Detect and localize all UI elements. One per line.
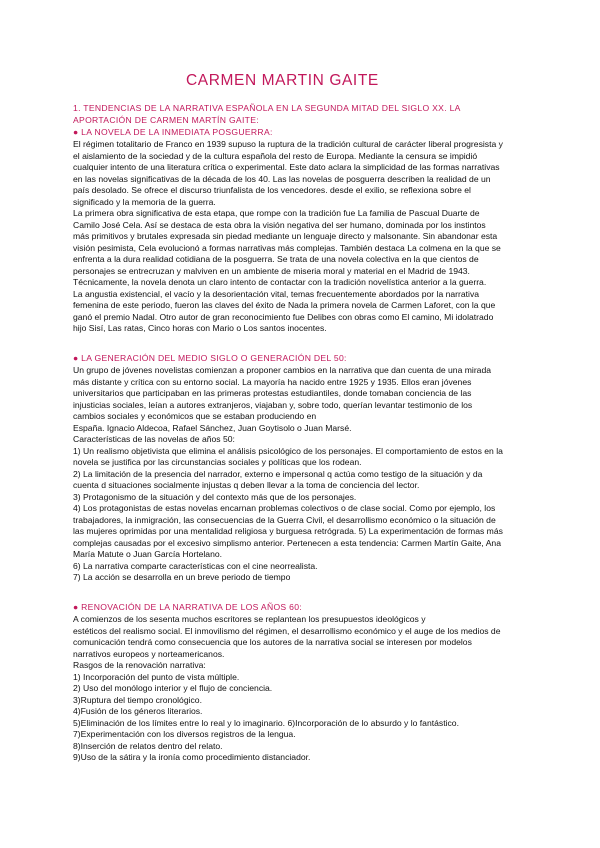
paragraph-line: 2) La limitación de la presencia del narrador, externo e impersonal q actúa como testigo de la situación y da (73, 468, 483, 479)
paragraph-line: más distante y crítica con su entorno social. La mayoría ha nacido entre 1925 y 1935. Ellos eran jóvenes (73, 376, 472, 387)
section-heading-line: APORTACIÓN DE CARMEN MARTÍN GAITE: (73, 114, 259, 125)
paragraph-line: La primera obra significativa de esta etapa, que rompe con la tradición fue La familia de Pascual Duarte de (73, 208, 480, 218)
paragraph-line: 4) Los protagonistas de estas novelas encarnan problemas colectivos o de clase social. Como por ejemplo, los (73, 503, 496, 513)
paragraph-line: 8)Inserción de relatos dentro del relato. (73, 740, 223, 751)
paragraph-line: enfrenta a la dura realidad cotidiana de la posguerra. Se trata de una novela colectiva en la que cientos de (73, 254, 479, 264)
paragraph-line: narrativos europeos y norteamericanos. (73, 648, 225, 659)
paragraph-line: Características de las novelas de años 50: (73, 434, 235, 444)
subsection-body-renovacion (73, 614, 533, 764)
paragraph-line: La angustia existencial, el vacío y la desorientación vital, temas frecuentemente abordados por la narrativa (73, 288, 480, 299)
subsection-heading-renovacion: ● RENOVACIÓN DE LA NARRATIVA DE LOS AÑOS 60: (73, 602, 302, 612)
paragraph-line: novela se justifica por las circunstancias sociales y políticas que los rodean. (73, 457, 362, 467)
paragraph-line: Camilo José Cela. Así se destaca de esta obra la visión negativa del ser humano, dominada por los instintos (73, 219, 486, 230)
subsection-body-posguerra (73, 139, 533, 335)
subsection-heading-medio-siglo: ● LA GENERACIÓN DEL MEDIO SIGLO O GENERACIÓN DEL 50: (73, 353, 347, 363)
paragraph-line: 5)Eliminación de los límites entre lo real y lo imaginario. 6)Incorporación de lo absurdo y lo fantástico. (73, 717, 459, 728)
paragraph-line: España. Ignacio Aldecoa, Rafael Sánchez, Juan Goytisolo o Juan Marsé. (73, 422, 352, 433)
paragraph-line: universitarios que participaban en las primeras protestas estudiantiles, donde tomaban conciencia de las (73, 388, 472, 398)
paragraph-line: hijo Sisí, Las ratas, Cinco horas con Mario o Los santos inocentes. (73, 323, 327, 333)
paragraph-line: ganó el premio Nadal. Otro autor de gran reconocimiento fue Delibes con obras como El camino, Mi idolatrado (73, 311, 494, 322)
paragraph-line: visión pesimista, Cela evolucionó a formas narrativas más complejas. También destaca La colmena en la que se (73, 242, 501, 253)
paragraph-line: complejas causadas por el excesivo simplismo anterior. Pertenecen a esta tendencia: Carmen Martín Gaite, Ana (73, 537, 501, 548)
paragraph-line: 9)Uso de la sátira y la ironía como procedimiento distanciador. (73, 752, 311, 762)
paragraph-line: el aislamiento de la sociedad y de la cultura española del resto de Europa. Mediante la censura se impidió (73, 150, 478, 161)
paragraph-line: trabajadores, la inmigración, las consecuencias de la Guerra Civil, el desarrollismo económico o la situación de (73, 514, 496, 525)
subsection-heading-posguerra: ● LA NOVELA DE LA INMEDIATA POSGUERRA: (73, 127, 273, 137)
paragraph-line: Rasgos de la renovación narrativa: (73, 660, 206, 670)
paragraph-line: 4)Fusión de los géneros literarios. (73, 706, 203, 716)
paragraph-line: en las novelas significativas de la década de los 40. Las las novelas de posguerra describen la realidad de un (73, 173, 491, 184)
paragraph-line: 2) Uso del monólogo interior y el flujo de conciencia. (73, 683, 273, 693)
paragraph-line: A comienzos de los sesenta muchos escritores se replantean los presupuestos ideológicos y (73, 614, 426, 624)
paragraph-line: Técnicamente, la novela denota un claro intento de contactar con la tradición novelística anterior a la guerra. (73, 277, 487, 287)
paragraph-line: 1) Incorporación del punto de vista múltiple. (73, 671, 240, 682)
paragraph-line: injusticias sociales, leían a autores extranjeros, viajaban y, sobre todo, querían levantar testimonio de los (73, 399, 473, 410)
paragraph-line: 3)Ruptura del tiempo cronológico. (73, 694, 202, 705)
paragraph-line: 3) Protagonismo de la situación y del contexto más que de los personajes. (73, 491, 357, 502)
paragraph-line: estéticos del realismo social. El inmovilismo del régimen, el desarrollismo económico y el auge de los medios de (73, 625, 501, 636)
section-heading (73, 103, 533, 126)
paragraph-line: personajes se entrecruzan y malviven en un ambiente de miseria moral y material en el Madrid de 1943. (73, 265, 470, 276)
document-title: CARMEN MARTIN GAITE (186, 72, 379, 89)
paragraph-line: 6) La narrativa comparte características con el cine neorrealista. (73, 560, 318, 571)
paragraph-line: 1) Un realismo objetivista que elimina el análisis psicológico de los personajes. El comportamiento de estos en la (73, 445, 503, 456)
paragraph-line: El régimen totalitario de Franco en 1939 supuso la ruptura de la tradición cultural de carácter liberal progresista y (73, 139, 503, 149)
paragraph-line: cambios sociales y económicos que se estaban produciendo en (73, 411, 317, 421)
paragraph-line: María Matute o Juan García Hortelano. (73, 549, 223, 559)
paragraph-line: Un grupo de jóvenes novelistas comienzan a proponer cambios en la narrativa que dan cuenta de una mirada (73, 365, 492, 375)
section-heading-line: 1. TENDENCIAS DE LA NARRATIVA ESPAÑOLA EN LA SEGUNDA MITAD DEL SIGLO XX. LA (73, 103, 461, 113)
paragraph-line: país desolado. Se ofrece el discurso triunfalista de los vencedores. desde el exilio, se reflexiona sobre el (73, 185, 471, 195)
paragraph-line: las mujeres oprimidas por una mentalidad religiosa y burguesa retrógrada. 5) La experimentación de formas más (73, 526, 503, 536)
paragraph-line: significado y la memoria de la guerra. (73, 196, 216, 207)
paragraph-line: cualquier intento de una literatura crítica o experimental. Este dato aclara la simplicidad de las formas narrativas (73, 162, 500, 172)
paragraph-line: cuenta d situaciones socialmente injustas q deben llevar a la toma de conciencia del lector. (73, 480, 420, 490)
subsection-body-medio-siglo (73, 365, 533, 584)
paragraph-line: comunicación tendrá como consecuencia que los autores de la narrativa social se interesen por modelos (73, 637, 472, 647)
paragraph-line: 7) La acción se desarrolla en un breve periodo de tiempo (73, 572, 291, 582)
paragraph-line: femenina de este periodo, fueron las claves del éxito de Nada la primera novela de Carmen Laforet, con la que (73, 300, 496, 310)
paragraph-line: 7)Experimentación con los diversos registros de la lengua. (73, 729, 296, 739)
paragraph-line: más primitivos y brutales expresada sin piedad mediante un lenguaje directo y malsonante. Sin abandonar esta (73, 231, 498, 241)
